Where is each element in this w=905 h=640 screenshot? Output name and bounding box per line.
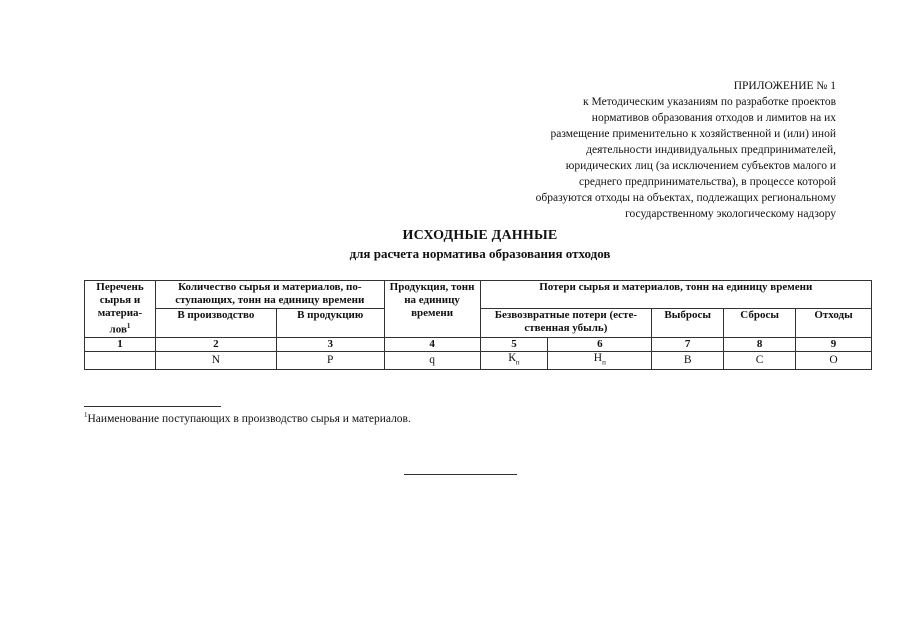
footnote-text: Наименование поступающих в производство сырья и материалов. — [87, 412, 411, 425]
column-number: 6 — [548, 337, 652, 351]
symbol-cell: $К_п$ — [480, 351, 548, 369]
appendix-line: нормативов образования отходов и лимитов на их — [591, 112, 836, 124]
document-subtitle: для расчета норматива образования отходов — [349, 246, 611, 261]
symbol-cell: $Н_п$ — [548, 351, 652, 369]
appendix-line: юридических лиц (за исключением субъектов малого и — [565, 160, 836, 172]
appendix-header — [456, 78, 836, 222]
materials-list-header: Перечень сырья и материа- лов$^1$ — [85, 281, 156, 338]
appendix-line: деятельности индивидуальных предпринимателей, — [586, 144, 836, 156]
symbols-row — [85, 351, 872, 369]
symbol-cell: P — [276, 351, 384, 369]
waste-header: Отходы — [796, 309, 872, 337]
footnote-mark: 1 — [84, 411, 88, 419]
symbol-cell: N — [155, 351, 276, 369]
appendix-line: образуются отходы на объектах, подлежащих региональному — [535, 192, 836, 204]
appendix-line: к Методическим указаниям по разработке проектов — [583, 96, 836, 108]
appendix-heading: ПРИЛОЖЕНИЕ № 1 — [733, 80, 836, 92]
column-numbers-row — [85, 337, 872, 351]
document-title: ИСХОДНЫЕ ДАННЫЕ — [402, 228, 558, 243]
emissions-header: Выбросы — [652, 309, 724, 337]
symbol-cell: q — [384, 351, 480, 369]
to-production-header: В производство — [155, 309, 276, 337]
product-header: Продукция, тонн на единицу времени — [384, 281, 480, 338]
symbol-cell: O — [796, 351, 872, 369]
column-number: 8 — [724, 337, 796, 351]
appendix-line: среднего предпринимательства), в процессе которой — [579, 176, 836, 188]
appendix-line: государственному экологическому надзору — [625, 208, 836, 220]
source-data-table — [84, 280, 872, 370]
appendix-line: размещение применительно к хозяйственной и (или) иной — [550, 128, 836, 140]
discharges-header: Сбросы — [724, 309, 796, 337]
symbol-cell: B — [652, 351, 724, 369]
column-number: 3 — [276, 337, 384, 351]
column-number: 9 — [796, 337, 872, 351]
irrevocable-losses-header: Безвозвратные потери (есте-ственная убыль) — [480, 309, 652, 337]
column-number: 5 — [480, 337, 548, 351]
to-product-header: В продукцию — [276, 309, 384, 337]
column-number: 4 — [384, 337, 480, 351]
losses-header: Потери сырья и материалов, тонн на единицу времени — [480, 281, 871, 309]
column-number: 1 — [85, 337, 156, 351]
end-divider — [404, 474, 517, 475]
materials-cell — [85, 351, 156, 369]
symbol-cell: C — [724, 351, 796, 369]
table-header-row — [85, 281, 872, 309]
quantity-header: Количество сырья и материалов, по-ступающих, тонн на единицу времени — [155, 281, 384, 309]
footnote — [84, 411, 411, 425]
column-number: 7 — [652, 337, 724, 351]
column-number: 2 — [155, 337, 276, 351]
footnote-divider — [84, 406, 221, 407]
